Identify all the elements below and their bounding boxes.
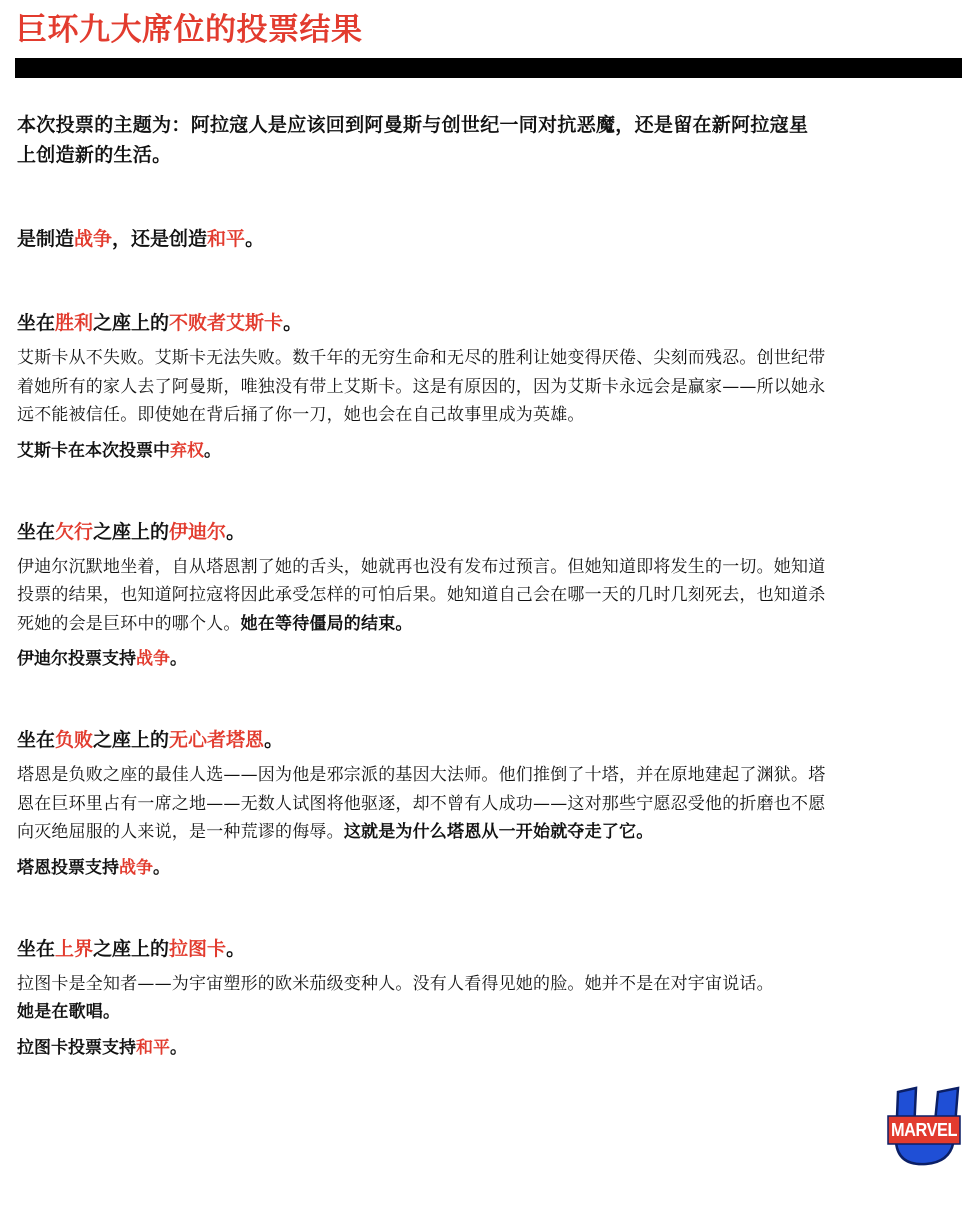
description-text: 拉图卡是全知者——为宇宙塑形的欧米茄级变种人。没有人看得见她的脸。她并不是在对宇宙说话。 [17, 973, 774, 994]
description-emphasis: 她是在歌唱。 [17, 1002, 121, 1022]
heading-prefix: 坐在 [17, 937, 56, 960]
vote-result [17, 1034, 827, 1062]
vote-choice: 战争 [136, 649, 170, 669]
seat-section-idyl [17, 517, 827, 674]
seat-section-lactuca [17, 934, 827, 1062]
heading-suffix: 。 [264, 729, 284, 751]
seat-heading [17, 725, 827, 755]
vote-choice: 弃权 [170, 440, 204, 461]
seat-list [17, 308, 827, 1062]
tagline-part: 。 [245, 228, 265, 250]
seat-name: 负败 [55, 729, 94, 751]
seat-heading [17, 517, 827, 547]
tagline-war: 战争 [74, 228, 113, 250]
heading-suffix: 。 [226, 937, 246, 960]
heading-mid: 之座上的 [93, 520, 170, 543]
vote-result [17, 854, 827, 882]
seat-heading [17, 308, 827, 338]
seat-description [17, 344, 827, 430]
seat-description [17, 553, 827, 639]
vote-suffix: 。 [170, 649, 187, 669]
vote-suffix: 。 [204, 440, 221, 461]
description-emphasis: 她在等待僵局的结束。 [240, 613, 413, 634]
vote-choice: 和平 [136, 1037, 170, 1058]
seat-name: 上界 [55, 937, 94, 960]
heading-prefix: 坐在 [17, 729, 56, 751]
vote-theme: 本次投票的主题为：阿拉寇人是应该回到阿曼斯与创世纪一同对抗恶魔，还是留在新阿拉寇星上创造新的生活。 [17, 114, 809, 166]
heading-prefix: 坐在 [17, 520, 56, 543]
vote-result [17, 437, 827, 465]
article-body [17, 110, 827, 1062]
vote-prefix: 塔恩投票支持 [17, 857, 119, 878]
seat-description [17, 970, 827, 1027]
tagline-peace: 和平 [207, 228, 246, 250]
tagline-part: ，还是创造 [112, 228, 208, 250]
description-emphasis: 这就是为什么塔恩从一开始就夺走了它。 [343, 822, 654, 842]
seat-name: 欠行 [55, 520, 94, 543]
heading-mid: 之座上的 [93, 729, 170, 751]
page-title: 巨环九大席位的投票结果 [16, 12, 363, 48]
seat-description [17, 761, 827, 847]
description-text: 伊迪尔沉默地坐着，自从塔恩割了她的舌头，她就再也没有发布过预言。但她知道即将发生的一切。她知道投票的结果，也知道阿拉寇将因此承受怎样的可怕后果。她知道自己会在哪一天的几时几刻死去，也知道杀死她的会是巨环中的哪个人。 [17, 556, 826, 634]
seat-section-esika [17, 308, 827, 465]
seat-holder: 不败者艾斯卡 [169, 312, 284, 334]
vote-result [17, 645, 827, 673]
seat-section-tarn [17, 725, 827, 882]
vote-suffix: 。 [170, 1037, 187, 1058]
heading-prefix: 坐在 [17, 312, 56, 334]
heading-suffix: 。 [226, 520, 246, 543]
vote-choice: 战争 [119, 857, 153, 878]
description-text: 艾斯卡从不失败。艾斯卡无法失败。数千年的无穷生命和无尽的胜利让她变得厌倦、尖刻而残忍。创世纪带着她所有的家人去了阿曼斯，唯独没有带上艾斯卡。这是有原因的，因为艾斯卡永远会是赢家——所以她永远不能被信任。即使她在背后捅了你一刀，她也会在自己故事里成为英雄。 [17, 348, 826, 425]
tagline [17, 224, 827, 254]
seat-name: 胜利 [55, 312, 94, 334]
title-divider-bar [15, 58, 962, 78]
seat-holder: 伊迪尔 [169, 520, 227, 543]
tagline-part: 是制造 [17, 228, 75, 250]
marvel-unlimited-logo [886, 1086, 962, 1166]
vote-prefix: 拉图卡投票支持 [17, 1037, 136, 1058]
heading-suffix: 。 [283, 312, 303, 334]
description-text: 塔恩是负败之座的最佳人选——因为他是邪宗派的基因大法师。他们推倒了十塔，并在原地建起了渊狱。塔恩在巨环里占有一席之地——无数人试图将他驱逐，却不曾有人成功——这对那些宁愿忍受他的折磨也不愿向灭绝屈服的人来说，是一种荒谬的侮辱。 [17, 765, 826, 842]
heading-mid: 之座上的 [93, 312, 170, 334]
vote-prefix: 伊迪尔投票支持 [17, 649, 136, 669]
seat-holder: 无心者塔恩 [169, 729, 265, 751]
seat-holder: 拉图卡 [169, 937, 227, 960]
vote-suffix: 。 [153, 857, 170, 878]
heading-mid: 之座上的 [93, 937, 170, 960]
seat-heading [17, 934, 827, 964]
logo-text: MARVEL [891, 1120, 958, 1140]
vote-prefix: 艾斯卡在本次投票中 [17, 440, 170, 461]
